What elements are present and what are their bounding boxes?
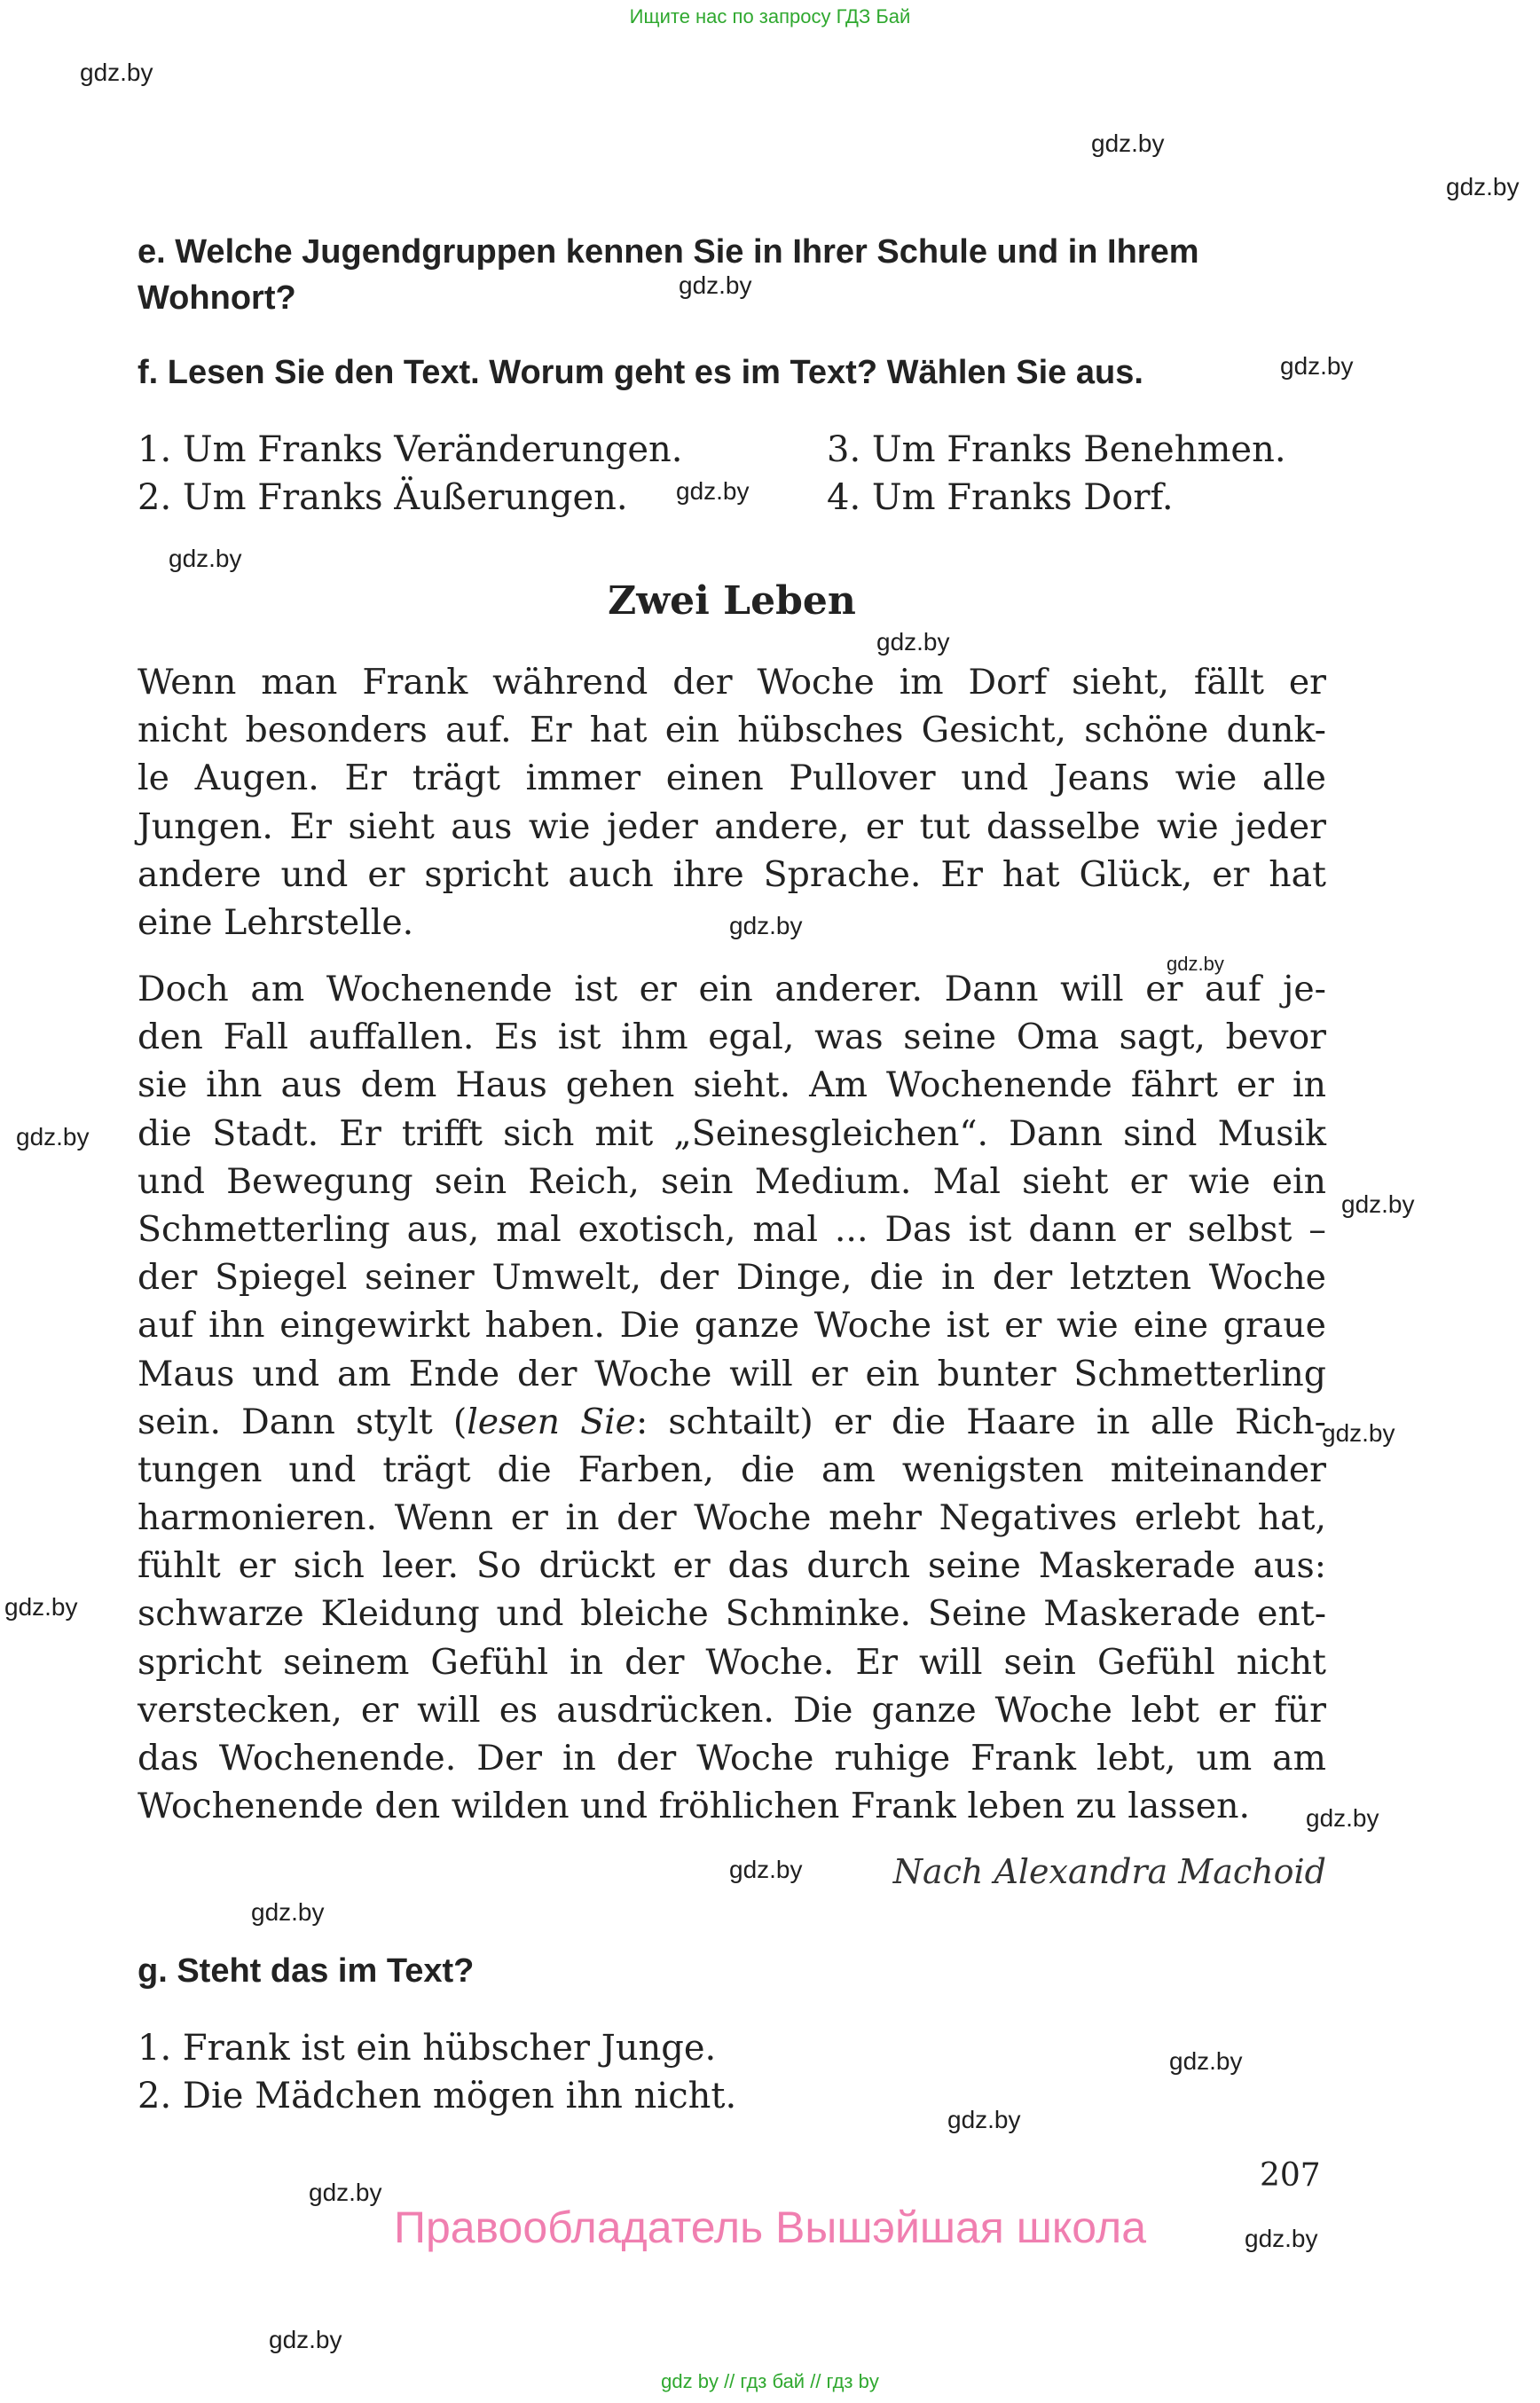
watermark: gdz.by [1306,1804,1379,1832]
paragraph-line: tungen und trägt die Farben, die am wenigsten miteinander [138,1449,1326,1490]
paragraph-1 [138,658,1326,946]
italic-pronunciation-note: lesen Sie [467,1401,636,1442]
watermark: gdz.by [876,628,950,656]
paragraph-line: le Augen. Er trägt immer einen Pullover und Jeans wie alle [138,758,1326,799]
paragraph-line: harmonieren. Wenn er in der Woche mehr Negatives erlebt hat, [138,1497,1326,1539]
paragraph-line: und Bewegung sein Reich, sein Medium. Mal sieht er wie ein [138,1160,1326,1202]
paragraph-line: schwarze Kleidung und bleiche Schminke. Seine Maskerade ent- [138,1593,1326,1635]
paragraph-line: spricht seinem Gefühl in der Woche. Er will sein Gefühl nicht [138,1641,1326,1683]
watermark: gdz.by [676,477,750,505]
watermark: gdz.by [1446,173,1520,200]
watermark: gdz.by [729,1856,803,1883]
watermark: gdz.by [1322,1419,1395,1447]
line-text: : schtailt) er die Haare in alle Rich- [636,1401,1326,1442]
text-title: Zwei Leben [608,578,856,624]
option-2: 2. Um Franks Äußerungen. [138,477,628,518]
task-g-heading: g. Steht das im Text? [138,1952,475,1990]
paragraph-line: verstecken, er will es ausdrücken. Die ganze Woche lebt er für [138,1689,1326,1731]
watermark: gdz.by [251,1898,325,1926]
watermark: gdz.by [269,2326,342,2353]
option-3: 3. Um Franks Benehmen. [827,429,1286,470]
paragraph-line: Wenn man Frank während der Woche im Dorf sieht, fällt er [138,662,1326,703]
paragraph-line: Jungen. Er sieht aus wie jeder andere, er tut dasselbe wie jeder [138,805,1326,847]
watermark: gdz.by [309,2179,382,2206]
statement-2: 2. Die Mädchen mögen ihn nicht. [138,2076,737,2116]
paragraph-line: die Stadt. Er trifft sich mit „Seinesgleichen“. Dann sind Musik [138,1112,1326,1154]
task-e-heading: e. Welche Jugendgruppen kennen Sie in Ihrer Schule und in Ihrem Wohnort? [138,233,1199,317]
line-text: sein. Dann stylt ( [138,1401,468,1442]
watermark: gdz.by [1169,2047,1243,2075]
paragraph-line: eine Lehrstelle. [138,901,414,943]
watermark: gdz.by [729,912,803,939]
watermark: gdz.by [1167,953,1224,975]
paragraph-line: den Fall auffallen. Es ist ihm egal, was seine Oma sagt, bevor [138,1017,1326,1058]
watermark: gdz.by [1341,1190,1415,1218]
paragraph-line: Doch am Wochenende ist er ein anderer. Dann will er auf je- [138,969,1326,1009]
paragraph-2 [138,965,1326,1830]
paragraph-line: Wochenende den wilden und fröhlichen Frank leben zu lassen. [138,1786,1250,1827]
watermark: gdz.by [169,545,242,572]
watermark: gdz.by [1091,130,1165,157]
copyright-notice: Правообладатель Вышэйшая школа [394,2203,1146,2252]
watermark: gdz.by [80,59,153,86]
task-f-heading: f. Lesen Sie den Text. Worum geht es im Text? Wählen Sie aus. [138,354,1143,391]
watermark: gdz.by [16,1123,90,1150]
paragraph-line: auf ihn eingewirkt haben. Die ganze Woche ist er wie eine graue [138,1305,1326,1347]
paragraph-line [138,1398,1326,1446]
watermark: gdz.by [1280,352,1354,380]
watermark: gdz.by [1245,2225,1318,2252]
paragraph-line: Maus und am Ende der Woche will er ein bunter Schmetterling [138,1353,1326,1394]
paragraph-line: der Spiegel seiner Umwelt, der Dinge, die in der letzten Woche [138,1257,1326,1299]
watermark: gdz.by [947,2106,1021,2133]
paragraph-line: das Wochenende. Der in der Woche ruhige Frank lebt, um am [138,1738,1326,1779]
option-4: 4. Um Franks Dorf. [827,477,1174,518]
paragraph-line: Schmetterling aus, mal exotisch, mal ... Das ist dann er selbst – [138,1208,1326,1250]
statement-1: 1. Frank ist ein hübscher Junge. [138,2028,717,2069]
paragraph-line: andere und er spricht auch ihre Sprache. Er hat Glück, er hat [138,853,1326,895]
footer-links[interactable]: gdz by // гдз бай // гдз by [661,2370,879,2392]
top-banner-link[interactable]: Ищите нас по запросу ГДЗ Бай [629,5,911,27]
watermark: gdz.by [679,271,752,299]
paragraph-line: nicht besonders auf. Er hat ein hübsches Gesicht, schöne dunk- [138,710,1326,751]
paragraph-line: sie ihn aus dem Haus gehen sieht. Am Wochenende fährt er in [138,1064,1326,1106]
watermark: gdz.by [4,1593,78,1621]
page-number: 207 [1260,2157,1321,2194]
option-1: 1. Um Franks Veränderungen. [138,429,683,470]
paragraph-line: fühlt er sich leer. So drückt er das durch seine Maskerade aus: [138,1545,1326,1587]
author-credit: Nach Alexandra Machoid [892,1852,1326,1891]
